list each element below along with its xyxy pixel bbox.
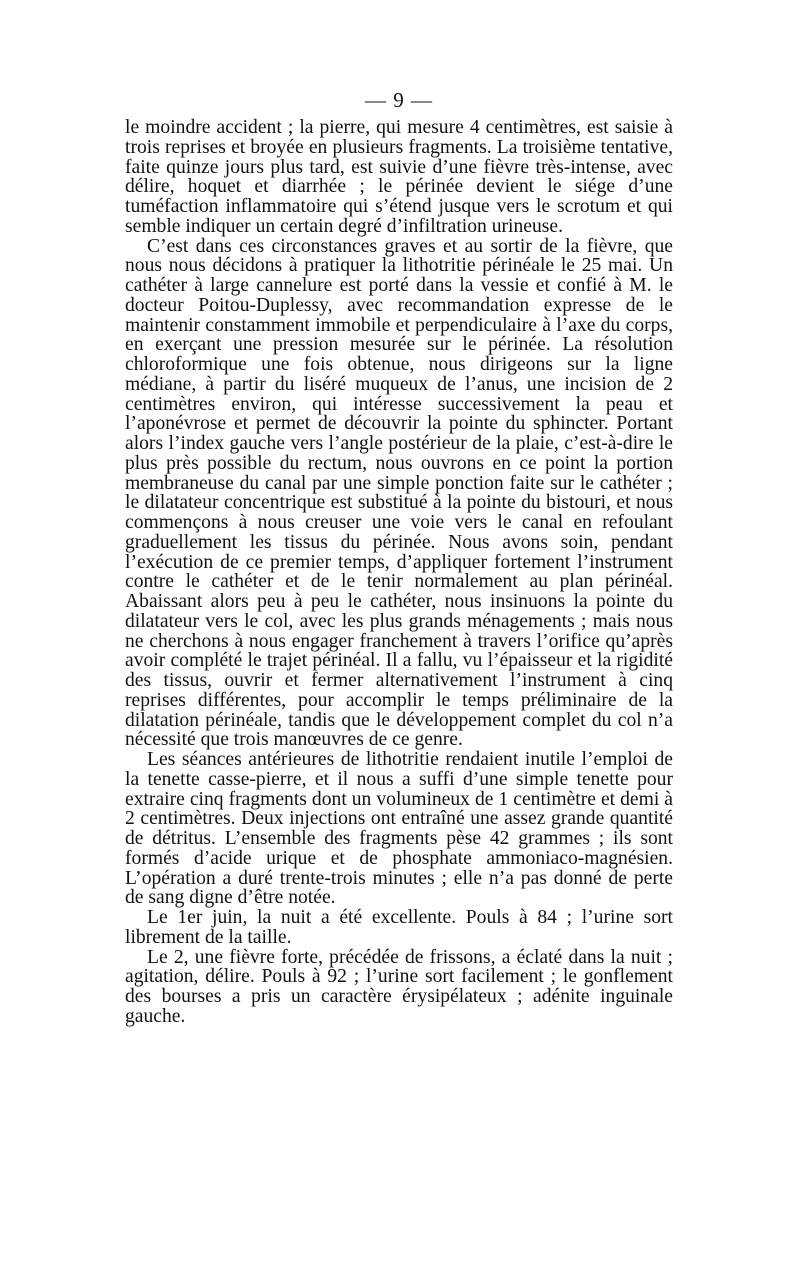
body-text xyxy=(125,118,673,1027)
paragraph: le moindre accident ; la pierre, qui mesure 4 centimètres, est saisie à trois reprises et broyée en plusieurs fragments. La troisième tentative, faite quinze jours plus tard, est suivie d’une fièvre très-intense, avec délire, hoquet et diarrhée ; le périnée devient le siége d’une tuméfaction inflammatoire qui s’étend jusque vers le scrotum et qui semble indiquer un certain degré d’infiltration urineuse. xyxy=(125,117,673,237)
book-page xyxy=(125,86,673,1027)
paragraph: Le 1er juin, la nuit a été excellente. Pouls à 84 ; l’urine sort librement de la taille. xyxy=(125,907,673,948)
page-number: — 9 — xyxy=(365,88,433,112)
paragraph: C’est dans ces circonstances graves et au sortir de la fièvre, que nous nous décidons à pratiquer la lithotritie périnéale le 25 mai. Un cathéter à large cannelure est porté dans la vessie et confié à M. le docteur Poitou-Duplessy, avec recommandation expresse de le maintenir constamment immobile et perpendiculaire à l’axe du corps, en exerçant une pression mesurée sur le périnée. La résolution chloroformique une fois obtenue, nous dirigeons sur la ligne médiane, à partir du liséré muqueux de l’anus, une incision de 2 centimètres environ, qui intéresse successivement la peau et l’aponévrose et permet de découvrir la pointe du sphincter. Portant alors l’index gauche vers l’angle postérieur de la plaie, c’est-à-dire le plus près possible du rectum, nous ouvrons en ce point la portion membraneuse du canal par une simple ponction faite sur le cathéter ; le dilatateur concentrique est substitué à la pointe du bistouri, et nous commençons à nous creuser une voie vers le canal en refoulant graduellement les tissus du périnée. Nous avons soin, pendant l’exécution de ce premier temps, d’appliquer fortement l’instrument contre le cathéter et de le tenir normalement au plan périnéal. Abaissant alors peu à peu le cathéter, nous insinuons la pointe du dilatateur vers le col, avec les plus grands ménagements ; mais nous ne cherchons à nous engager franchement à travers l’orifice qu’après avoir complété le trajet périnéal. Il a fallu, vu l’épaisseur et la rigidité des tissus, ouvrir et fermer alternativement l’instrument à cinq reprises différentes, pour accomplir le temps préliminaire de la dilatation périnéale, tandis que le développement complet du col n’a nécessité que trois manœuvres de ce genre. xyxy=(125,235,673,751)
paragraph: Les séances antérieures de lithotritie rendaient inutile l’emploi de la tenette casse-pierre, et il nous a suffi d’une simple tenette pour extraire cinq fragments dont un volumineux de 1 centimètre et demi à 2 centimètres. Deux injections ont entraîné une assez grande quantité de détritus. L’ensemble des fragments pèse 42 grammes ; ils sont formés d’acide urique et de phosphate ammoniaco-magnésien. L’opération a duré trente-trois minutes ; elle n’a pas donné de perte de sang digne d’être notée. xyxy=(125,749,673,909)
paragraph: Le 2, une fièvre forte, précédée de frissons, a éclaté dans la nuit ; agitation, délire. Pouls à 92 ; l’urine sort facilement ; le gonflement des bourses a pris un caractère érysipélateux ; adénite inguinale gauche. xyxy=(125,946,673,1027)
